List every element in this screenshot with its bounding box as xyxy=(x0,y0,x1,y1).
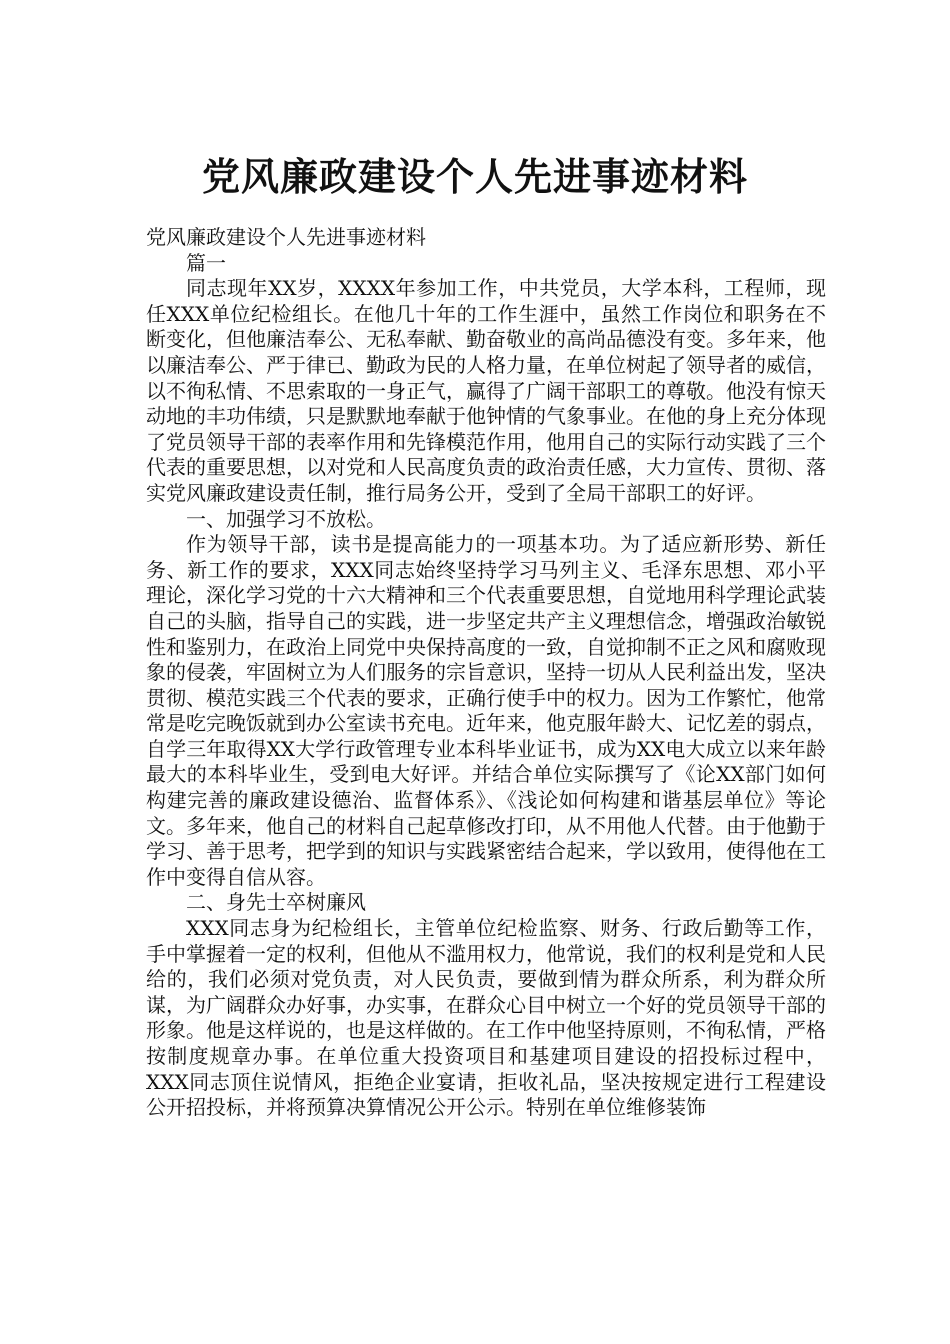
paragraph: 同志现年XX岁，XXXX年参加工作，中共党员，大学本科，工程师，现任XXX单位纪检组长。在他几十年的工作生涯中，虽然工作岗位和职务在不断变化，但他廉洁奉公、无私奉献、勤奋敬业的高尚品德没有变。多年来，他以廉洁奉公、严于律已、勤政为民的人格力量，在单位树起了领导者的威信，以不徇私情、不思索取的一身正气，赢得了广阔干部职工的尊敬。他没有惊天动地的丰功伟绩，只是默默地奉献于他钟情的气象事业。在他的身上充分体现了党员领导干部的表率作用和先锋模范作用，他用自己的实际行动实践了三个代表的重要思想，以对党和人民高度负责的政治责任感，大力宣传、贯彻、落实党风廉政建设责任制，推行局务公开，受到了全局干部职工的好评。 xyxy=(146,276,826,505)
document-title: 党风廉政建设个人先进事迹材料 xyxy=(201,155,748,200)
paragraph: 党风廉政建设个人先进事迹材料 xyxy=(146,225,426,249)
paragraph: 篇一 xyxy=(186,250,226,275)
document-body xyxy=(146,225,826,1121)
paragraph: 二、身先士卒树廉风 xyxy=(186,890,366,915)
paragraph: 作为领导干部，读书是提高能力的一项基本功。为了适应新形势、新任务、新工作的要求，XXX同志始终坚持学习马列主义、毛泽东思想、邓小平理论，深化学习党的十六大精神和三个代表重要思想，自觉地用科学理论武装自己的头脑，指导自己的实践，进一步坚定共产主义理想信念，增强政治敏锐性和鉴别力，在政治上同党中央保持高度的一致，自觉抑制不正之风和腐败现象的侵袭，牢固树立为人们服务的宗旨意识，坚持一切从人民利益出发，坚决贯彻、模范实践三个代表的要求，正确行使手中的权力。因为工作繁忙，他常常是吃完晚饭就到办公室读书充电。近年来，他克服年龄大、记忆差的弱点，自学三年取得XX大学行政管理专业本科毕业证书，成为XX电大成立以来年龄最大的本科毕业生，受到电大好评。并结合单位实际撰写了《论XX部门如何构建完善的廉政建设德治、监督体系》、《浅论如何构建和谐基层单位》等论文。多年来，他自己的材料自己起草修改打印，从不用他人代替。由于他勤于学习、善于思考，把学到的知识与实践紧密结合起来，学以致用，使得他在工作中变得自信从容。 xyxy=(146,532,826,889)
paragraph: 一、加强学习不放松。 xyxy=(186,506,386,531)
paragraph: XXX同志身为纪检组长，主管单位纪检监察、财务、行政后勤等工作，手中掌握着一定的权利，但他从不滥用权力，他常说，我们的权利是党和人民给的，我们必须对党负责，对人民负责，要做到情为群众所系，利为群众所谋，为广阔群众办好事，办实事，在群众心目中树立一个好的党员领导干部的形象。他是这样说的，也是这样做的。在工作中他坚持原则，不徇私情，严格按制度规章办事。在单位重大投资项目和基建项目建设的招投标过程中，XXX同志顶住说情风，拒绝企业宴请，拒收礼品，坚决按规定进行工程建设公开招投标，并将预算决算情况公开公示。特别在单位维修装饰 xyxy=(146,916,826,1120)
